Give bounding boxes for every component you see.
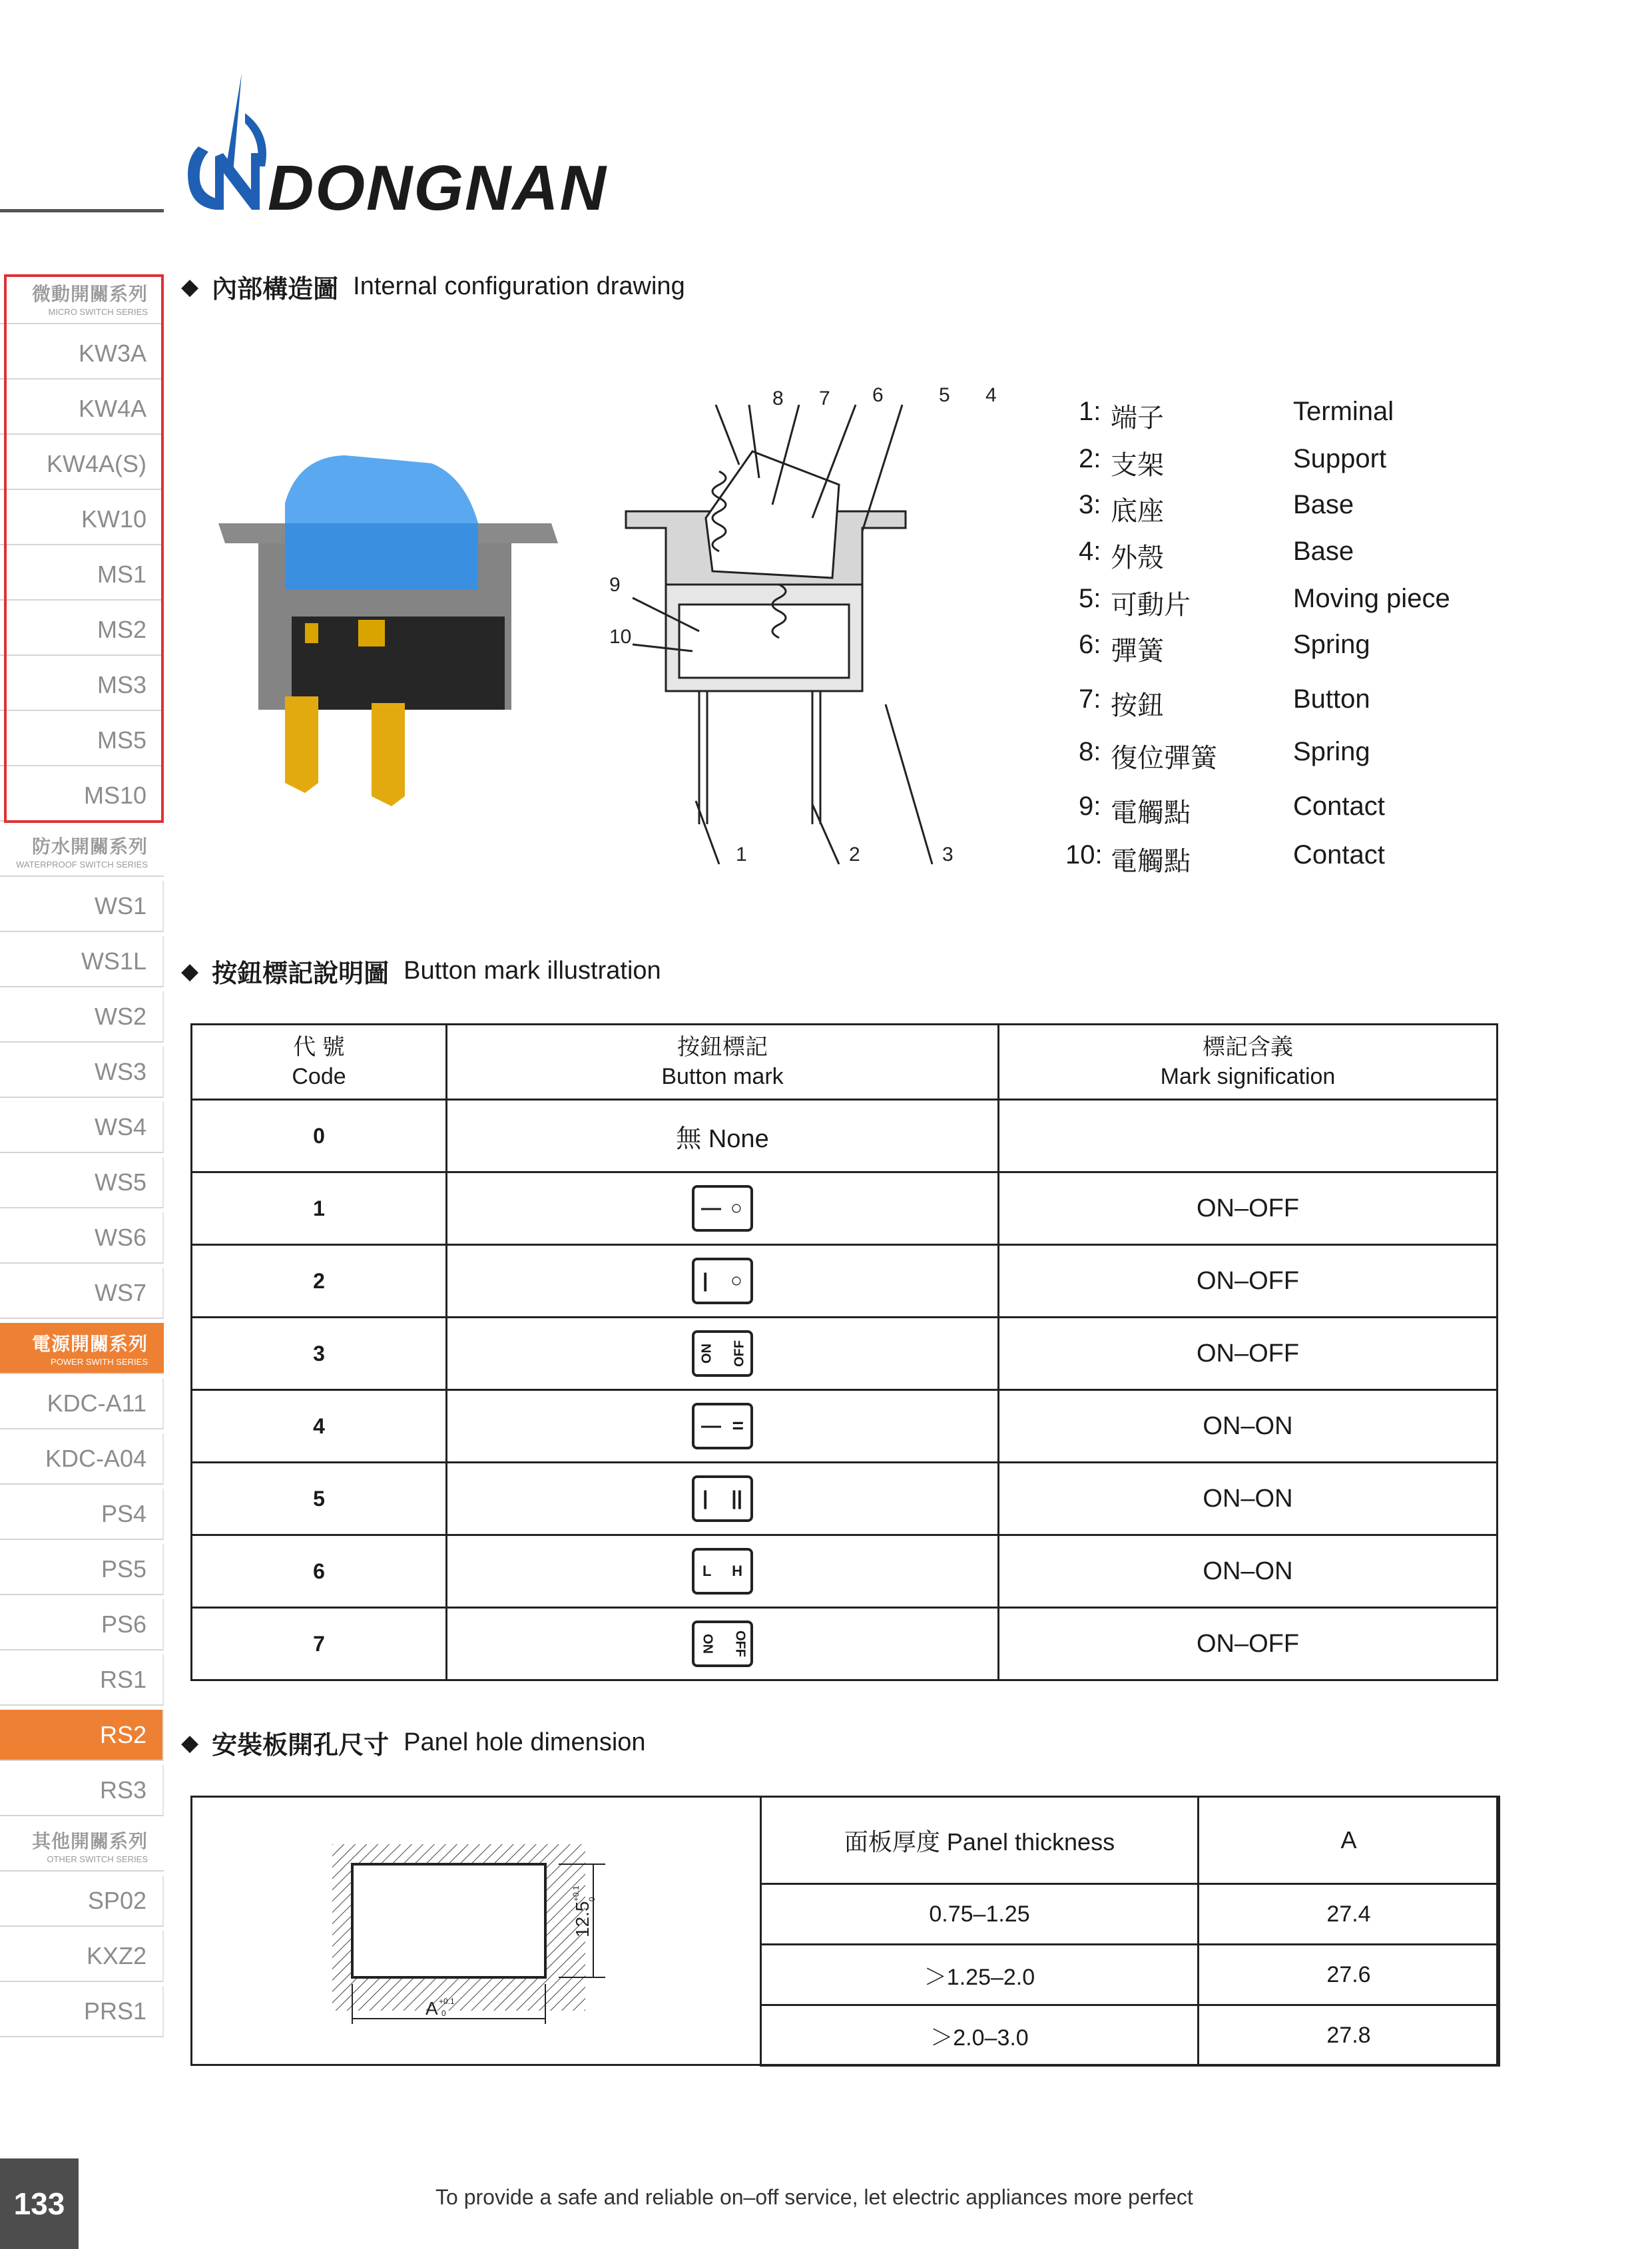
- section-panel-heading: [181, 1724, 646, 1761]
- legend-name-zh: 復位彈簧: [1111, 744, 1217, 773]
- diamond-bullet-icon: ◆: [181, 274, 199, 300]
- legend-name-zh: 支架: [1111, 451, 1164, 480]
- section-zh: 內部構造圖: [212, 276, 339, 304]
- table-header-row: 面板厚度 Panel thickness A: [761, 1797, 1500, 1884]
- sidebar-item-ps5[interactable]: PS5: [0, 1544, 164, 1595]
- legend-number: 1:: [1079, 397, 1101, 426]
- legend-name-zh: 端子: [1111, 403, 1164, 433]
- sidebar-item-ms5[interactable]: MS5: [0, 715, 164, 766]
- drawing-label: 10: [609, 626, 632, 648]
- drawing-label: 4: [985, 385, 997, 406]
- table-row: 0.75–1.25 27.4: [761, 1884, 1500, 1945]
- legend-number: 9:: [1079, 792, 1101, 821]
- sidebar-item-prs1[interactable]: PRS1: [0, 1986, 164, 2037]
- page-number: 133: [0, 2158, 79, 2249]
- table-row: 4 — = ON–ON: [192, 1390, 1498, 1463]
- sidebar-item-kw4a[interactable]: KW4A: [0, 383, 164, 435]
- dongnan-logo-icon: [178, 73, 272, 216]
- section-internal-heading: [181, 268, 685, 305]
- sidebar-item-ms2[interactable]: MS2: [0, 605, 164, 656]
- drawing-label: 2: [849, 844, 860, 866]
- sidebar-item-rs1[interactable]: RS1: [0, 1654, 164, 1706]
- mark-on-off-rotated-icon: ON OFF: [692, 1621, 753, 1667]
- legend-name-en: Contact: [1293, 840, 1385, 870]
- legend-name-en: Terminal: [1293, 397, 1394, 426]
- legend-number: 4:: [1079, 537, 1101, 566]
- sidebar-item-ws4[interactable]: WS4: [0, 1102, 164, 1153]
- table-row: 1 — ○ ON–OFF: [192, 1172, 1498, 1245]
- sidebar-item-ws3[interactable]: WS3: [0, 1047, 164, 1098]
- section-en: Panel hole dimension: [404, 1728, 646, 1756]
- section-en: Button mark illustration: [404, 957, 661, 985]
- group-title-en: WATERPROOF SWITCH SERIES: [16, 859, 148, 870]
- group-title-zh: 電源開關系列: [31, 1333, 148, 1354]
- legend-name-en: Base: [1293, 490, 1354, 519]
- width-dimension-label: A: [425, 1998, 438, 2019]
- drawing-label: 7: [819, 387, 830, 409]
- width-tolerance-lower: 0: [441, 2009, 446, 2018]
- mark-bar-double-bar-icon: | ||: [692, 1475, 753, 1522]
- legend-name-en: Support: [1293, 444, 1387, 473]
- table-row: 2 | ○ ON–OFF: [192, 1245, 1498, 1318]
- button-mark-table: [190, 1023, 1498, 1681]
- section-zh: 按鈕標記說明圖: [212, 960, 390, 988]
- sidebar-item-ws6[interactable]: WS6: [0, 1212, 164, 1264]
- footer-tagline: To provide a safe and reliable on–off service, let electric appliances more perfect: [435, 2185, 1193, 2209]
- legend-name-en: Contact: [1293, 792, 1385, 821]
- panel-hole-box: [190, 1796, 1498, 2066]
- sidebar-item-kdc-a11[interactable]: KDC-A11: [0, 1378, 164, 1429]
- section-mark-heading: [181, 953, 661, 989]
- mark-bar-circle-icon: | ○: [692, 1258, 753, 1304]
- sidebar-item-ws7[interactable]: WS7: [0, 1268, 164, 1319]
- cross-section-drawing: [599, 385, 1025, 871]
- legend-name-en: Spring: [1293, 630, 1370, 659]
- height-dimension-label: 12.5: [572, 1901, 593, 1937]
- panel-hole-drawing: [332, 1844, 679, 2044]
- mark-dash-circle-icon: — ○: [692, 1185, 753, 1232]
- legend-name-en: Spring: [1293, 737, 1370, 766]
- legend-name-zh: 外殼: [1111, 543, 1164, 573]
- sidebar-item-kdc-a04[interactable]: KDC-A04: [0, 1433, 164, 1485]
- sidebar-item-rs2[interactable]: RS2: [0, 1710, 164, 1761]
- section-zh: 安裝板開孔尺寸: [212, 1732, 390, 1760]
- legend-name-en: Moving piece: [1293, 584, 1450, 613]
- legend-number: 5:: [1079, 584, 1101, 613]
- table-row: 3 ON OFF ON–OFF: [192, 1318, 1498, 1390]
- legend-name-zh: 按鈕: [1111, 691, 1164, 720]
- table-row: 7 ON OFF ON–OFF: [192, 1608, 1498, 1680]
- panel-thickness-table: [760, 1796, 1500, 2067]
- drawing-label: 6: [872, 385, 884, 406]
- micro-series-outline: [4, 274, 164, 823]
- sidebar-item-sp02[interactable]: SP02: [0, 1875, 164, 1927]
- group-title-zh: 防水開關系列: [31, 836, 148, 857]
- group-title-en: OTHER SWITCH SERIES: [47, 1854, 148, 1864]
- drawing-label: 8: [772, 387, 784, 409]
- drawing-label: 3: [942, 844, 954, 866]
- legend-number: 7:: [1079, 684, 1101, 714]
- sidebar-item-kw4a-s-[interactable]: KW4A(S): [0, 439, 164, 490]
- sidebar-item-kw10[interactable]: KW10: [0, 494, 164, 545]
- legend-number: 3:: [1079, 490, 1101, 519]
- mark-low-high-icon: L H: [692, 1548, 753, 1595]
- width-tolerance: +0.1: [439, 1997, 455, 2006]
- section-en: Internal configuration drawing: [353, 272, 685, 300]
- mark-dash-double-dash-icon: — =: [692, 1403, 753, 1449]
- legend-name-zh: 底座: [1111, 497, 1164, 526]
- drawing-label: 1: [736, 844, 747, 866]
- sidebar-group-header[interactable]: [0, 1323, 164, 1374]
- legend-number: 10:: [1065, 840, 1103, 870]
- group-title-en: POWER SWITH SERIES: [51, 1356, 148, 1367]
- legend-name-zh: 電觸點: [1111, 847, 1191, 876]
- sidebar-item-ws1l[interactable]: WS1L: [0, 936, 164, 987]
- header-rule: [0, 209, 164, 212]
- height-tolerance: +0.1: [571, 1885, 581, 1901]
- sidebar-item-kw3a[interactable]: KW3A: [0, 328, 164, 379]
- header-code: 代 號 Code: [192, 1025, 447, 1100]
- sidebar-item-kxz2[interactable]: KXZ2: [0, 1931, 164, 1982]
- table-row: 5 | || ON–ON: [192, 1463, 1498, 1535]
- sidebar-item-ps4[interactable]: PS4: [0, 1489, 164, 1540]
- group-title-zh: 微動開關系列: [31, 283, 148, 304]
- diamond-bullet-icon: ◆: [181, 958, 199, 984]
- table-row: 0 無 None: [192, 1100, 1498, 1172]
- table-row: ＞2.0–3.0 27.8: [761, 2005, 1500, 2066]
- legend-name-zh: 電觸點: [1111, 798, 1191, 828]
- height-tolerance-lower: 0: [587, 1897, 597, 1901]
- legend-name-zh: 彈簧: [1111, 636, 1164, 666]
- brand-name: DONGNAN: [268, 152, 607, 224]
- sidebar-item-ws2[interactable]: WS2: [0, 991, 164, 1043]
- group-title-en: MICRO SWITCH SERIES: [48, 306, 148, 317]
- legend-name-zh: 可動片: [1111, 591, 1191, 620]
- header-mark: 按鈕標記 Button mark: [447, 1025, 999, 1100]
- sidebar-item-rs3[interactable]: RS3: [0, 1765, 164, 1816]
- legend-number: 8:: [1079, 737, 1101, 766]
- sidebar-group-header[interactable]: [0, 826, 164, 877]
- legend-name-en: Base: [1293, 537, 1354, 566]
- legend-name-en: Button: [1293, 684, 1370, 714]
- sidebar-item-ws1[interactable]: WS1: [0, 881, 164, 932]
- sidebar-group-header[interactable]: [0, 1820, 164, 1872]
- diamond-bullet-icon: ◆: [181, 1730, 199, 1756]
- drawing-label: 5: [939, 385, 950, 406]
- sidebar-item-ws5[interactable]: WS5: [0, 1157, 164, 1208]
- header-signification: 標記含義 Mark signification: [999, 1025, 1498, 1100]
- legend-number: 6:: [1079, 630, 1101, 659]
- drawing-label: 9: [609, 574, 621, 596]
- sidebar-item-ps6[interactable]: PS6: [0, 1599, 164, 1650]
- sidebar-item-ms1[interactable]: MS1: [0, 549, 164, 601]
- sidebar-item-ms3[interactable]: MS3: [0, 660, 164, 711]
- switch-product-photo: [212, 450, 565, 810]
- sidebar-item-ms10[interactable]: MS10: [0, 770, 164, 822]
- group-title-zh: 其他開關系列: [31, 1830, 148, 1852]
- table-row: ＞1.25–2.0 27.6: [761, 1945, 1500, 2005]
- table-row: 6 L H ON–ON: [192, 1535, 1498, 1608]
- mark-on-off-text-icon: ON OFF: [692, 1330, 753, 1377]
- legend-number: 2:: [1079, 444, 1101, 473]
